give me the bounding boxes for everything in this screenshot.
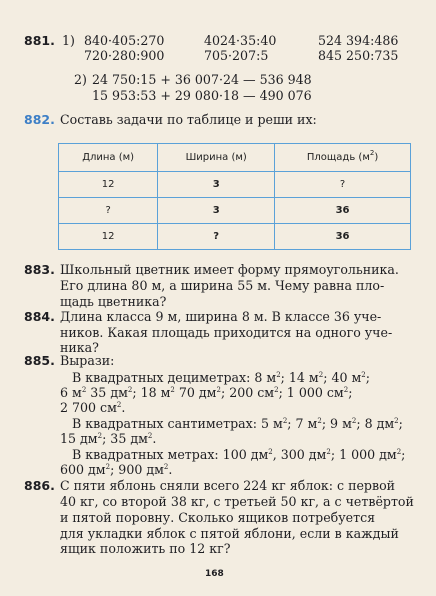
table-row [59, 224, 411, 250]
problem-881-sub1: 1) [62, 33, 75, 48]
problem-883-line: Школьный цветник имеет форму прямоугольника. [60, 262, 399, 277]
table-cell: 3 [158, 172, 275, 198]
header-width: Ширина (м) [158, 144, 275, 172]
expr-881-1b: 720·280:900 [84, 48, 165, 63]
table-cell: ? [59, 198, 158, 224]
table-row [59, 198, 411, 224]
header-length: Длина (м) [59, 144, 158, 172]
expr-881-2a: 4024·35:40 [204, 33, 277, 48]
table-cell: 12 [59, 224, 158, 250]
expr-881-3a: 524 394:486 [318, 33, 399, 48]
problem-885-title: Вырази: [60, 353, 115, 368]
header-area: Площадь $(м^2)$ [275, 144, 411, 172]
problem-886-line: С пяти яблонь сняли всего 224 кг яблок: с первой [60, 478, 396, 493]
expr-881-4a: 24 750:15 + 36 007·24 — 536 948 [92, 72, 312, 87]
problem-886-line: ящик положить по 12 кг? [60, 541, 231, 556]
table-cell: 36 [275, 224, 411, 250]
problem-882-text: Составь задачи по таблице и реши их: [60, 112, 317, 127]
table-cell: 3 [158, 198, 275, 224]
problem-881-sub2: 2) [74, 72, 87, 87]
problem-883-number: 883. [24, 262, 55, 277]
table-cell: 12 [59, 172, 158, 198]
page-number: 168 [205, 569, 224, 579]
expr-881-4b: 15 953:53 + 29 080·18 — 490 076 [92, 88, 312, 103]
problem-884-line: Длина класса 9 м, ширина 8 м. В классе 36 уче- [60, 309, 382, 324]
dm-line-3: 2 700 $см^2$. [60, 400, 126, 415]
problem-884-line: ников. Какая площадь приходится на одного уче- [60, 325, 393, 340]
area-table [58, 143, 411, 250]
table-cell: ? [275, 172, 411, 198]
expr-881-3b: 845 250:735 [318, 48, 399, 63]
problem-882-number: 882. [24, 112, 55, 127]
cm-line-2: 15 $дм^2$; 35 $дм^2$. [60, 431, 157, 446]
cm-line-1: В квадратных сантиметрах: 5 $м^2$; 7 $м^2$; 9 $м^2$; 8 $дм^2$; [72, 416, 403, 431]
expr-881-2b: 705·207:5 [204, 48, 269, 63]
problem-881-number: 881. [24, 33, 55, 48]
table-cell: 36 [275, 198, 411, 224]
table-cell: ? [158, 224, 275, 250]
problem-885-number: 885. [24, 353, 55, 368]
table-row [59, 172, 411, 198]
problem-884-line: ника? [60, 340, 99, 355]
dm-line-2: 6 $м^2$ 35 $дм^2$; 18 $м^2$ 70 $дм^2$; 200 $см^2$; 1 000 $см^2$; [60, 385, 353, 400]
m-line-1: В квадратных метрах: 100 $дм^2$, 300 $дм^2$; 1 000 $дм^2$; [72, 447, 406, 462]
problem-886-number: 886. [24, 478, 55, 493]
problem-886-line: 40 кг, со второй 38 кг, с третьей 50 кг, а с четвёртой [60, 494, 414, 509]
m-line-2: 600 $дм^2$; 900 $дм^2$. [60, 462, 173, 477]
problem-886-line: для укладки яблок с пятой яблони, если в каждый [60, 526, 399, 541]
table-header-row [59, 144, 411, 172]
problem-884-number: 884. [24, 309, 55, 324]
problem-886-line: и пятой поровну. Сколько ящиков потребуется [60, 510, 376, 525]
problem-883-line: Его длина 80 м, а ширина 55 м. Чему равна пло- [60, 278, 385, 293]
dm-line-1: В квадратных дециметрах: 8 $м^2$; 14 $м^2$; 40 $м^2$; [72, 370, 370, 385]
problem-883-line: щадь цветника? [60, 294, 167, 309]
expr-881-1a: 840·405:270 [84, 33, 165, 48]
